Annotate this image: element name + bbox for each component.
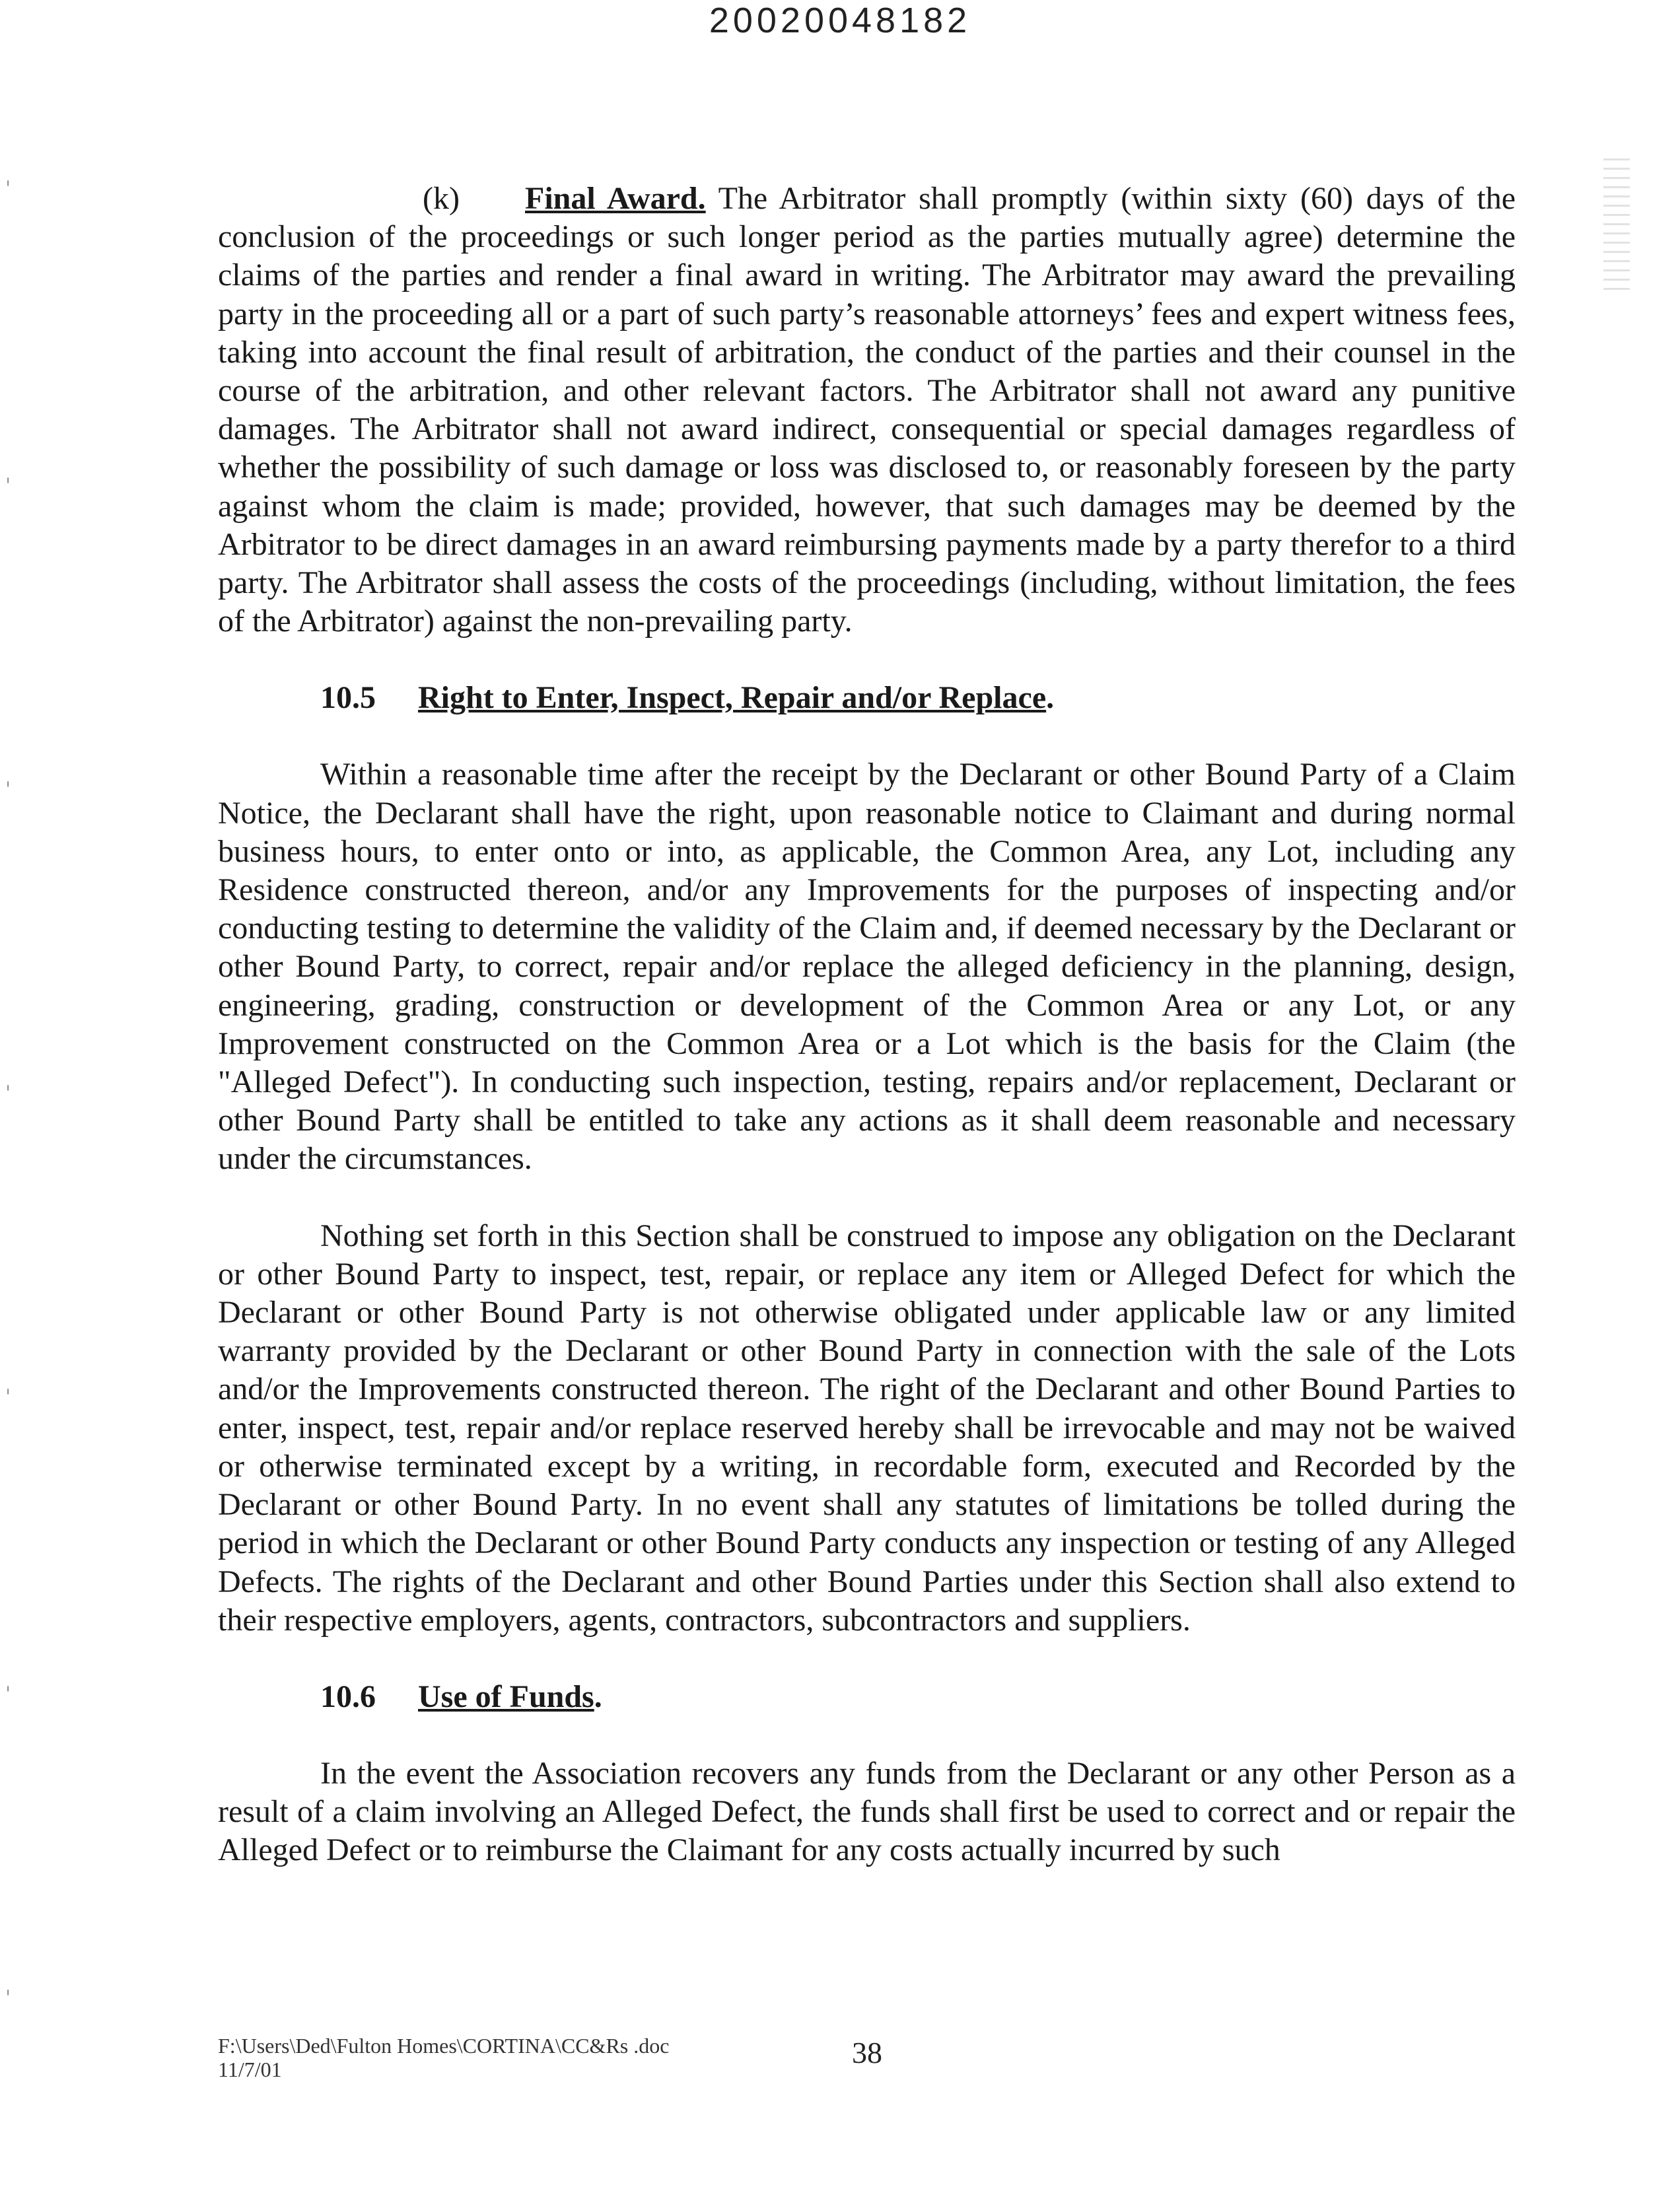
section-10-5-title: Right to Enter, Inspect, Repair and/or Replace: [418, 680, 1047, 716]
section-10-6-title: Use of Funds: [418, 1679, 594, 1714]
footer-date: 11/7/01: [218, 2058, 282, 2081]
footer-file-path: F:\Users\Ded\Fulton Homes\CORTINA\CC&Rs .doc: [218, 2034, 670, 2058]
section-10-5-number: 10.5: [320, 680, 376, 716]
document-number: 20020048182: [709, 1, 971, 40]
section-10-5-paragraph-1: Within a reasonable time after the receipt by the Declarant or other Bound Party of a Claim Notice, the Declarant shall have the right, upon reasonable notice to Claimant and during normal business hours, to enter onto or into, as applicable, the Common Area, any Lot, including any Residence constructed thereon, and/or any Improvements for the purposes of inspecting and/or conducting testing to determine the validity of the Claim and, if deemed necessary by the Declarant or other Bound Party, to correct, repair and/or replace the alleged deficiency in the planning, design, engineering, grading, construction or development of the Common Area or any Lot, or any Improvement constructed on the Common Area or a Lot which is the basis for the Claim (the "Alleged Defect"). In conducting such inspection, testing, repairs and/or replacement, Declarant or other Bound Party shall be entitled to take any actions as it shall deem reasonable and necessary under the circumstances.: [218, 757, 1516, 1177]
section-k-paragraph: [218, 180, 1516, 641]
margin-mark: ˌ: [5, 1671, 11, 1694]
margin-mark: ˌ: [5, 1373, 11, 1397]
section-10-6-heading: [218, 1678, 1516, 1716]
margin-mark: ˌ: [5, 766, 11, 789]
footer-file-info: [218, 2034, 669, 2081]
margin-mark: ˌ: [5, 1070, 11, 1093]
scan-artifact: [1603, 158, 1630, 291]
section-10-5-paragraph-2: Nothing set forth in this Section shall be construed to impose any obligation on the Declarant or other Bound Party to inspect, test, repair, or replace any item or Alleged Defect for which the Declarant or other Bound Party is not otherwise obligated under applicable law or any limited warranty provided by the Declarant or other Bound Party in connection with the sale of the Lots and/or the Improvements constructed thereon. The right of the Declarant and other Bound Parties to enter, inspect, test, repair and/or replace reserved hereby shall be irrevocable and may not be waived or otherwise terminated except by a writing, in recordable form, executed and Recorded by the Declarant or other Bound Party. In no event shall any statutes of limitations be tolled during the period in which the Declarant or other Bound Party conducts any inspection or testing of any Alleged Defects. The rights of the Declarant and other Bound Parties under this Section shall also extend to their respective employers, agents, contractors, subcontractors and suppliers.: [218, 1218, 1516, 1638]
section-10-6-number: 10.6: [320, 1679, 376, 1714]
section-10-6-paragraph-1: In the event the Association recovers any funds from the Declarant or any other Person as a result of a claim involving an Alleged Defect, the funds shall first be used to correct and or repair the Alleged Defect or to reimburse the Claimant for any costs actually incurred by such: [218, 1755, 1516, 1868]
section-10-5-title-end: .: [1046, 680, 1055, 716]
section-10-6-title-end: .: [594, 1679, 602, 1714]
margin-mark: ˌ: [5, 165, 11, 188]
section-k-body: The Arbitrator shall promptly (within sixty (60) days of the conclusion of the proceedings or such longer period as the parties mutually agree) determine the claims of the parties and render a final award in writing. The Arbitrator may award the prevailing party in the proceeding all or a part of such party’s reasonable attorneys’ fees and expert witness fees, taking into account the final result of arbitration, the conduct of the parties and their counsel in the course of the arbitration, and other relevant factors. The Arbitrator shall not award any punitive damages. The Arbitrator shall not award indirect, consequential or special damages regardless of whether the possibility of such damage or loss was disclosed to, or reasonably foreseen by the party against whom the claim is made; provided, however, that such damages may be deemed by the Arbitrator to be direct damages in an award reimbursing payments made by a party therefor to a third party. The Arbitrator shall assess the costs of the proceedings (including, without limitation, the fees of the Arbitrator) against the non-prevailing party.: [218, 181, 1516, 639]
margin-mark: ˌ: [5, 462, 11, 485]
margin-mark: ˌ: [5, 1974, 11, 1997]
section-k-label: (k): [423, 181, 460, 216]
document-body: [218, 180, 1516, 1870]
section-k-lead: Final Award.: [525, 181, 706, 216]
section-10-5-heading: [218, 679, 1516, 717]
page-number: 38: [852, 2036, 882, 2069]
